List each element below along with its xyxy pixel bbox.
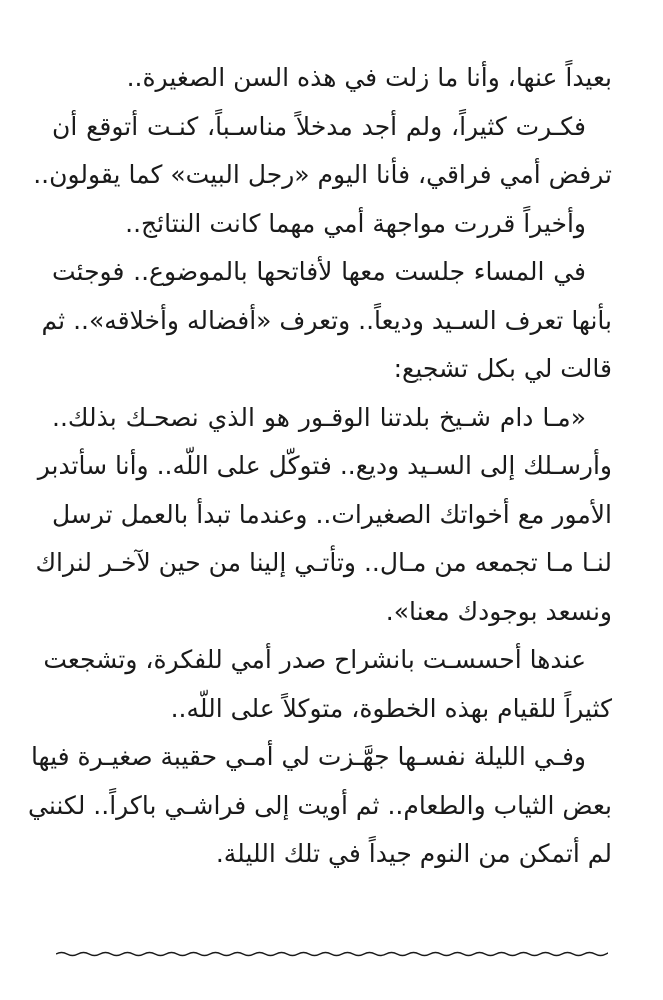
- text-line: وأخيراً قررت مواجهة أمي مهما كانت النتائج..: [125, 208, 586, 238]
- text-line: عندها أحسسـت بانشراح صدر أمي للفكرة، وتشجعت: [43, 645, 586, 674]
- text-line: كثيراً للقيام بهذه الخطوة، متوكلاً على اللّه..: [170, 693, 612, 723]
- text-line: بأنها تعرف السـيد وديعاً.. وتعرف «أفضاله وأخلاقه».. ثم: [41, 305, 612, 335]
- text-line: ترفض أمي فراقي، فأنا اليوم «رجل البيت» كما يقولون..: [33, 160, 612, 189]
- text-line: لنـا مـا تجمعه من مـال.. وتأتـي إلينا من حين لآخـر لنراك: [35, 548, 612, 577]
- text-line: الأمور مع أخواتك الصغيرات.. وعندما تبدأ بالعمل ترسل: [52, 499, 612, 529]
- paragraph: [52, 200, 612, 249]
- text-line: لم أتمكن من النوم جيداً في تلك الليلة.: [215, 839, 612, 868]
- wavy-divider-line: [56, 953, 608, 956]
- text-line: بعيداً عنها، وأنا ما زلت في هذه السن الصغيرة..: [126, 63, 612, 92]
- text-line: وأرسـلك إلى السـيد وديع.. فتوكّل على اللّه.. وأنا سأتدبر: [37, 451, 612, 480]
- page-body: [28, 54, 612, 879]
- text-line: قالت لي بكل تشجيع:: [393, 354, 612, 383]
- text-line: بعض الثياب والطعام.. ثم أويت إلى فراشـي باكراً.. لكنني: [28, 790, 612, 820]
- text-line: فكـرت كثيراً، ولم أجد مدخلاً مناسـباً، كنـت أتوقع أن: [52, 111, 586, 141]
- text-line: «مـا دام شـيخ بلدتنا الوقـور هو الذي نصحـك بذلك..: [52, 402, 586, 432]
- paragraph: [43, 636, 612, 733]
- text-line: ونسعد بوجودك معنا».: [385, 596, 612, 626]
- paragraph: [52, 54, 612, 103]
- paragraph: [35, 394, 612, 637]
- paragraph: [41, 248, 612, 394]
- text-line: وفـي الليلة نفسـها جهَّـزت لي أمـي حقيبة صغيـرة فيها: [30, 742, 586, 771]
- paragraph: [28, 733, 612, 879]
- text-line: في المساء جلست معها لأفاتحها بالموضوع.. فوجئت: [52, 257, 586, 286]
- wavy-divider: [56, 946, 608, 962]
- paragraph: [33, 103, 612, 200]
